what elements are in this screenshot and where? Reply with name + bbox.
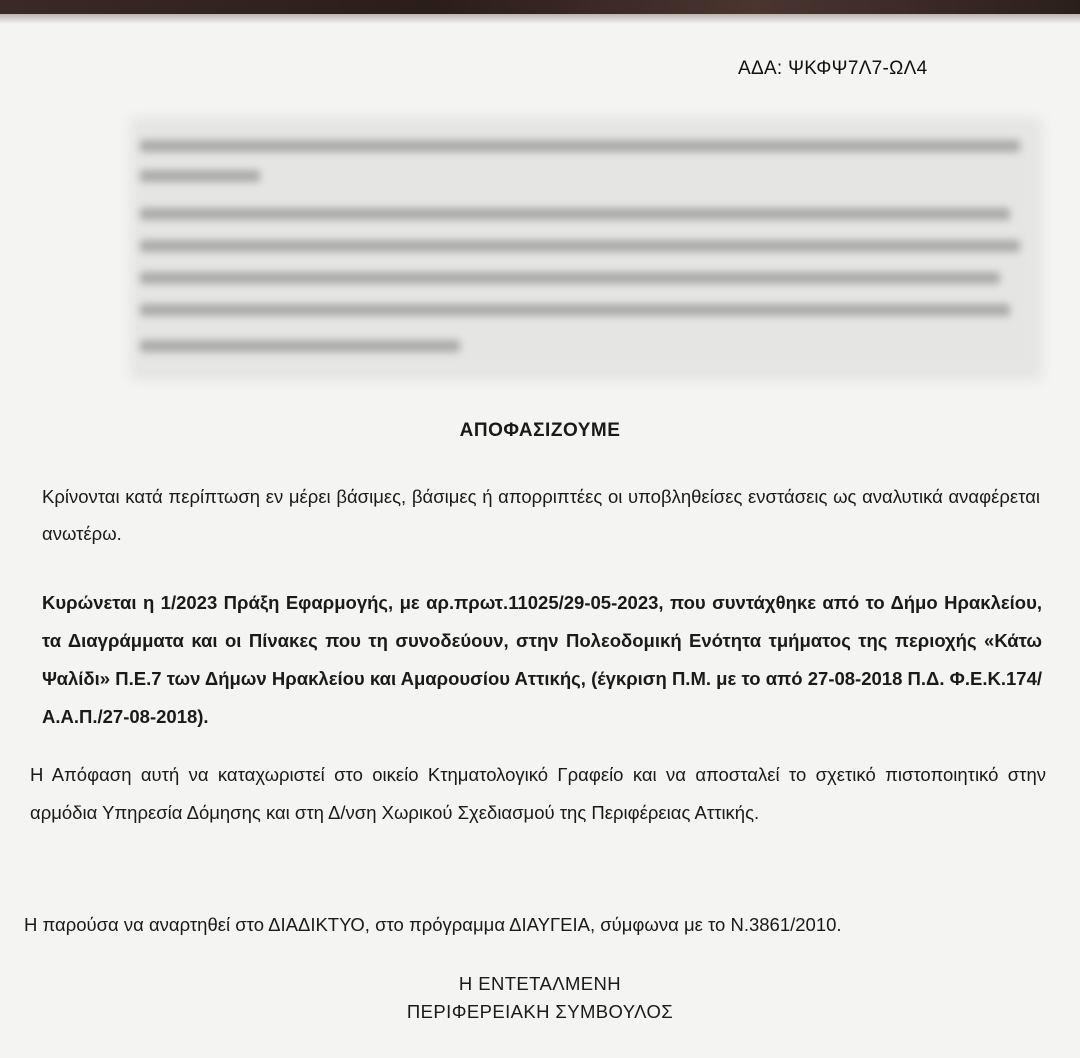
ada-code: ΑΔΑ: ΨΚΦΨ7Λ7-ΩΛ4 — [738, 58, 928, 79]
signature-block — [340, 970, 740, 1026]
paragraph-ratification: Κυρώνεται η 1/2023 Πράξη Εφαρμογής, με αρ.πρωτ.11025/29-05-2023, που συντάχθηκε από το Δήμο Ηρακλείου, τα Διαγράμματα και οι Πίνακες που τη συνοδεύουν, στην Πολεοδομική Ενότητα τμήματος της περιοχής «Κάτω Ψαλίδι» Π.Ε.7 των Δήμων Ηρακλείου και Αμαρουσίου Αττικής, (έγκριση Π.Μ. με το από 27-08-2018 Π.Δ. Φ.Ε.Κ.174/Α.Α.Π./27-08-2018). — [42, 592, 1042, 727]
signature-title-line-2: ΠΕΡΙΦΕΡΕΙΑΚΗ ΣΥΜΒΟΥΛΟΣ — [406, 1001, 674, 1022]
redacted-text-block — [130, 118, 1042, 380]
decision-heading: ΑΠΟΦΑΣΙΖΟΥΜΕ — [459, 420, 621, 441]
signature-title-line-1: Η ΕΝΤΕΤΑΛΜΕΝΗ — [458, 973, 622, 994]
paragraph-registration: Η Απόφαση αυτή να καταχωριστεί στο οικείο Κτηματολογικό Γραφείο και να αποσταλεί το σχετικό πιστοποιητικό στην αρμόδια Υπηρεσία Δόμησης και στη Δ/νση Χωρικού Σχεδιασμού της Περιφέρειας Αττικής. — [30, 764, 1046, 823]
paragraph-objections: Κρίνονται κατά περίπτωση εν μέρει βάσιμες, βάσιμες ή απορριπτέες οι υποβληθείσες ενστάσεις ως αναλυτικά αναφέρεται ανωτέρω. — [42, 486, 1040, 544]
paragraph-publication: Η παρούσα να αναρτηθεί στο ΔΙΑΔΙΚΤΥΟ, στο πρόγραμμα ΔΙΑΥΓΕΙΑ, σύμφωνα με το Ν.3861/2010. — [24, 914, 842, 935]
